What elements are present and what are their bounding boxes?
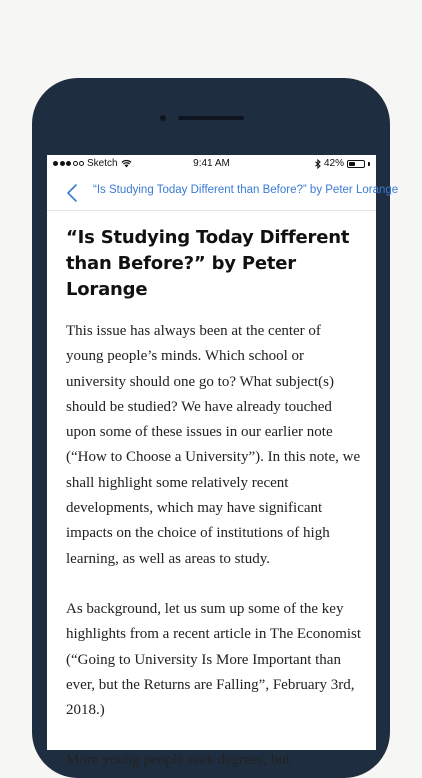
speaker-grille	[178, 116, 244, 120]
status-right	[315, 158, 370, 169]
nav-title: “Is Studying Today Different than Before?” by Peter Lorange	[93, 184, 399, 196]
article-content	[66, 225, 362, 774]
carrier-label: Sketch	[87, 158, 118, 169]
status-bar	[47, 155, 376, 173]
back-chevron-icon[interactable]	[65, 183, 79, 203]
article-title: “Is Studying Today Different than Before?” by Peter Lorange	[66, 227, 350, 300]
phone-screen	[47, 155, 399, 769]
battery-icon	[347, 160, 365, 168]
article-paragraph: More young people seek degrees, but	[66, 752, 291, 769]
article-paragraph: This issue has always been at the center of young people’s minds. Which school or university should one go to? What subject(s) should be studied? We have already touched upon some of these issues in our earlier note (“How to Choose a University”). In this note, we shall highlight some relatively recent developments, which may have significant impacts on the choice of institutions of high learning, as well as areas to study.	[66, 323, 361, 567]
battery-tip	[368, 162, 370, 166]
camera-icon	[160, 115, 166, 121]
status-time: 9:41 AM	[193, 158, 230, 169]
article-paragraph: As background, let us sum up some of the key highlights from a recent article in The Economist (“Going to University Is More Important than ever, but the Returns are Falling”, February 3rd, 2018.)	[66, 600, 362, 719]
battery-level-fill	[349, 162, 355, 166]
battery-percent: 42%	[323, 158, 344, 169]
bluetooth-icon	[315, 159, 321, 169]
navigation-bar	[47, 173, 399, 211]
